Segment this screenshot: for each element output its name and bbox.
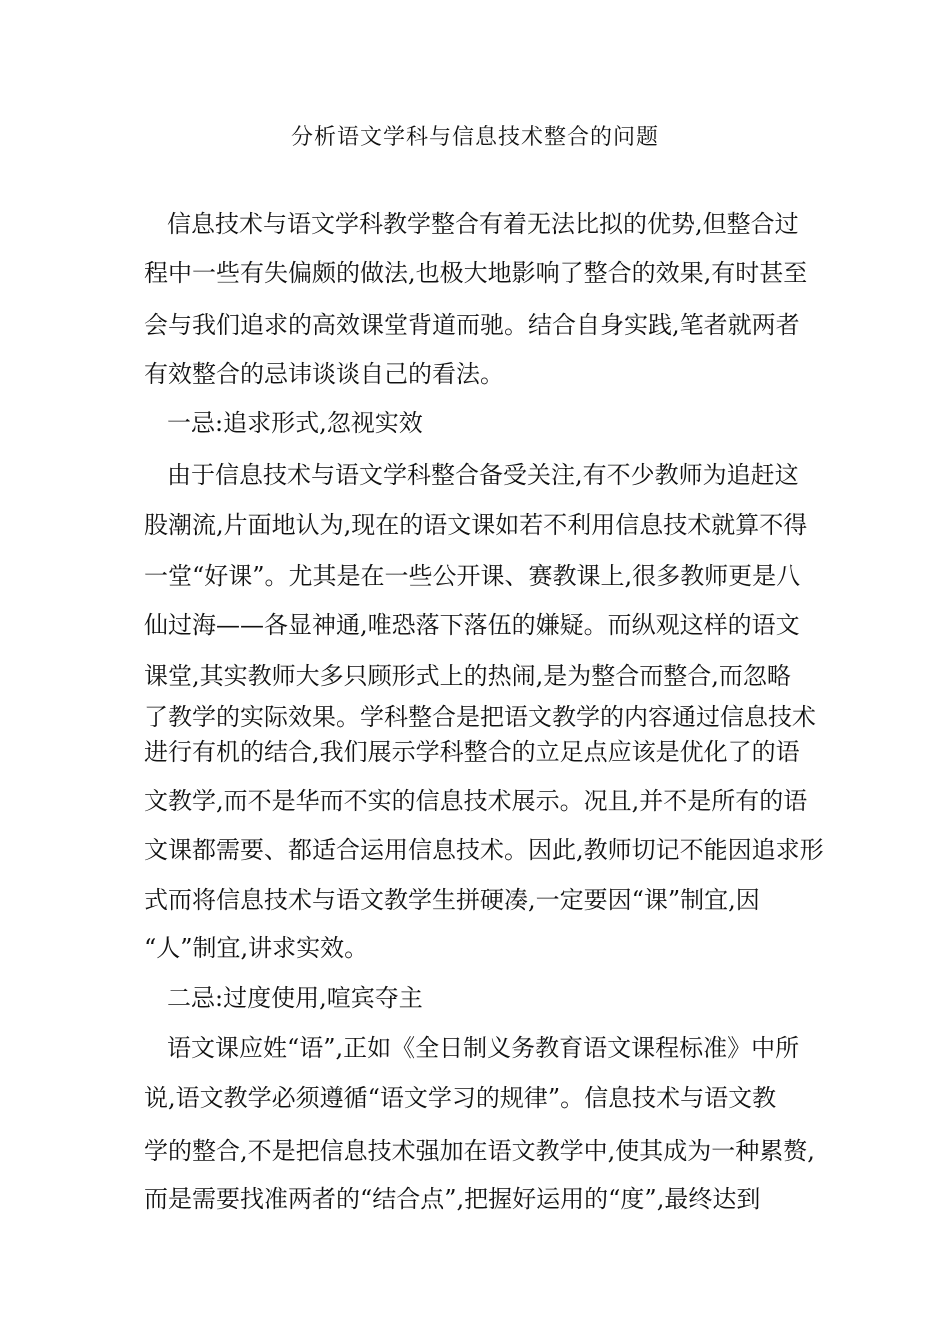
section-heading: 二忌:过度使用,喧宾夺主 xyxy=(167,984,423,1012)
paragraph-line: 语文课应姓“语”,正如《全日制义务教育语文课程标准》中所 xyxy=(167,1034,800,1062)
paragraph-line: 了教学的实际效果。学科整合是把语文教学的内容通过信息技术 xyxy=(144,703,816,731)
paragraph-line: 一堂“好课”。尤其是在一些公开课、赛教课上,很多教师更是八 xyxy=(144,562,801,590)
paragraph-line: 而是需要找准两者的“结合点”,把握好运用的“度”,最终达到 xyxy=(144,1185,761,1213)
paragraph-line: 式而将信息技术与语文教学生拼硬凑,一定要因“课”制宜,因 xyxy=(144,886,760,914)
paragraph-line: 文课都需要、都适合运用信息技术。因此,教师切记不能因追求形 xyxy=(144,836,824,864)
paragraph-line: 有效整合的忌讳谈谈自己的看法。 xyxy=(144,360,504,388)
paragraph-line: 仙过海——各显神通,唯恐落下落伍的嫌疑。而纵观这样的语文 xyxy=(144,611,800,639)
document-title: 分析语文学科与信息技术整合的问题 xyxy=(290,125,659,150)
paragraph-line: “人”制宜,讲求实效。 xyxy=(144,934,369,962)
paragraph-line: 信息技术与语文学科教学整合有着无法比拟的优势,但整合过 xyxy=(167,210,799,238)
paragraph-line: 文教学,而不是华而不实的信息技术展示。况且,并不是所有的语 xyxy=(144,787,808,815)
paragraph-line: 会与我们追求的高效课堂背道而驰。结合自身实践,笔者就两者 xyxy=(144,311,800,339)
paragraph-line: 由于信息技术与语文学科整合备受关注,有不少教师为追赶这 xyxy=(167,461,799,489)
paragraph-line: 课堂,其实教师大多只顾形式上的热闹,是为整合而整合,而忽略 xyxy=(144,662,791,690)
paragraph-line: 股潮流,片面地认为,现在的语文课如若不利用信息技术就算不得 xyxy=(144,511,808,539)
section-heading: 一忌:追求形式,忽视实效 xyxy=(167,409,423,437)
paragraph-line: 程中一些有失偏颇的做法,也极大地影响了整合的效果,有时甚至 xyxy=(144,259,808,287)
paragraph-line: 进行有机的结合,我们展示学科整合的立足点应该是优化了的语 xyxy=(144,738,800,766)
paragraph-line: 说,语文教学必须遵循“语文学习的规律”。信息技术与语文教 xyxy=(144,1084,777,1112)
paragraph-line: 学的整合,不是把信息技术强加在语文教学中,使其成为一种累赘, xyxy=(144,1137,815,1165)
